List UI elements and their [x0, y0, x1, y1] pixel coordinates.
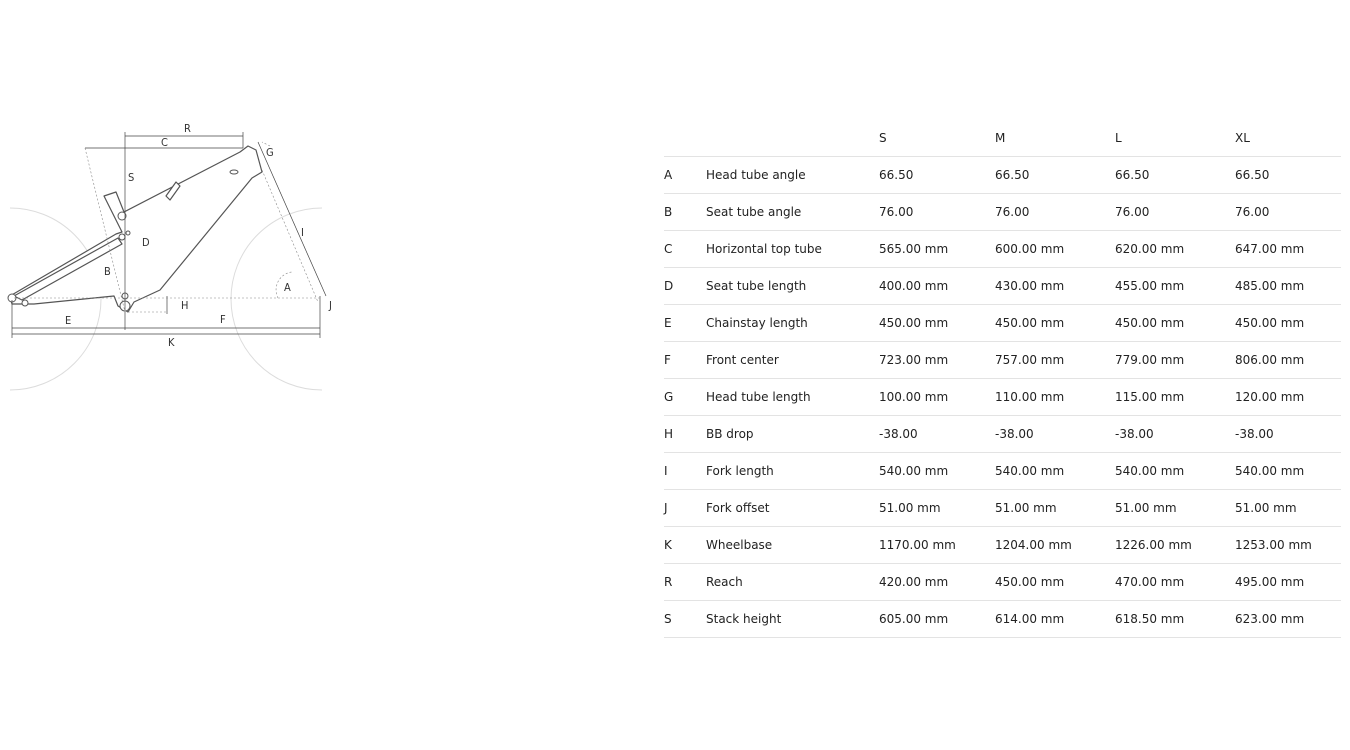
- value-s: 565.00 mm: [879, 231, 995, 268]
- frame-outline: [10, 146, 262, 312]
- value-xl: 495.00 mm: [1235, 564, 1341, 601]
- value-s: -38.00: [879, 416, 995, 453]
- row-key: S: [664, 601, 706, 638]
- value-l: 66.50: [1115, 157, 1235, 194]
- row-key: J: [664, 490, 706, 527]
- table-row: [664, 379, 1341, 416]
- table-row: [664, 416, 1341, 453]
- value-xl: 1253.00 mm: [1235, 527, 1341, 564]
- dim-label-k: K: [168, 336, 175, 349]
- dim-label-r: R: [184, 122, 191, 135]
- header-blank-key: [664, 120, 706, 157]
- size-header-row: [664, 120, 1341, 157]
- value-s: 100.00 mm: [879, 379, 995, 416]
- value-m: 76.00: [995, 194, 1115, 231]
- value-m: 757.00 mm: [995, 342, 1115, 379]
- value-m: 51.00 mm: [995, 490, 1115, 527]
- dim-label-i: I: [301, 226, 304, 239]
- row-name: Fork offset: [706, 490, 879, 527]
- row-key: E: [664, 305, 706, 342]
- value-xl: 120.00 mm: [1235, 379, 1341, 416]
- fork-length-line: [258, 142, 326, 296]
- geometry-table-body: [664, 157, 1341, 638]
- row-key: B: [664, 194, 706, 231]
- value-xl: 623.00 mm: [1235, 601, 1341, 638]
- value-xl: 51.00 mm: [1235, 490, 1341, 527]
- rear-dropout: [22, 300, 28, 306]
- pivot-middle: [119, 234, 125, 240]
- row-key: A: [664, 157, 706, 194]
- value-s: 1170.00 mm: [879, 527, 995, 564]
- head-tube-badge: [230, 170, 238, 174]
- row-name: Chainstay length: [706, 305, 879, 342]
- dim-label-d: D: [142, 236, 150, 249]
- value-m: 540.00 mm: [995, 453, 1115, 490]
- header-blank-name: [706, 120, 879, 157]
- value-xl: 540.00 mm: [1235, 453, 1341, 490]
- value-xl: 647.00 mm: [1235, 231, 1341, 268]
- table-row: [664, 157, 1341, 194]
- row-name: Horizontal top tube: [706, 231, 879, 268]
- row-key: D: [664, 268, 706, 305]
- value-m: 430.00 mm: [995, 268, 1115, 305]
- value-s: 66.50: [879, 157, 995, 194]
- frame-drawing: [0, 110, 340, 410]
- value-l: -38.00: [1115, 416, 1235, 453]
- value-s: 450.00 mm: [879, 305, 995, 342]
- value-l: 779.00 mm: [1115, 342, 1235, 379]
- row-name: Wheelbase: [706, 527, 879, 564]
- value-m: 450.00 mm: [995, 305, 1115, 342]
- bike-geometry-diagram: [0, 110, 340, 410]
- value-xl: 485.00 mm: [1235, 268, 1341, 305]
- table-row: [664, 453, 1341, 490]
- value-l: 450.00 mm: [1115, 305, 1235, 342]
- value-s: 540.00 mm: [879, 453, 995, 490]
- table-row: [664, 305, 1341, 342]
- row-name: Head tube angle: [706, 157, 879, 194]
- pivot-small: [126, 231, 130, 235]
- row-key: R: [664, 564, 706, 601]
- table-row: [664, 268, 1341, 305]
- value-l: 51.00 mm: [1115, 490, 1235, 527]
- value-l: 115.00 mm: [1115, 379, 1235, 416]
- table-row: [664, 564, 1341, 601]
- dim-label-s: S: [128, 171, 135, 184]
- size-header-xl: XL: [1235, 120, 1341, 157]
- dim-label-j: J: [329, 299, 332, 312]
- value-l: 1226.00 mm: [1115, 527, 1235, 564]
- value-xl: 450.00 mm: [1235, 305, 1341, 342]
- value-s: 605.00 mm: [879, 601, 995, 638]
- row-name: Head tube length: [706, 379, 879, 416]
- value-l: 76.00: [1115, 194, 1235, 231]
- table-row: [664, 342, 1341, 379]
- value-m: 66.50: [995, 157, 1115, 194]
- value-m: -38.00: [995, 416, 1115, 453]
- table-row: [664, 490, 1341, 527]
- value-l: 540.00 mm: [1115, 453, 1235, 490]
- value-s: 400.00 mm: [879, 268, 995, 305]
- value-l: 470.00 mm: [1115, 564, 1235, 601]
- size-header-s: S: [879, 120, 995, 157]
- value-l: 455.00 mm: [1115, 268, 1235, 305]
- row-name: Front center: [706, 342, 879, 379]
- size-header-l: L: [1115, 120, 1235, 157]
- value-s: 723.00 mm: [879, 342, 995, 379]
- row-name: Seat tube angle: [706, 194, 879, 231]
- row-key: G: [664, 379, 706, 416]
- front-wheel-outline: [231, 208, 322, 390]
- value-l: 618.50 mm: [1115, 601, 1235, 638]
- value-m: 450.00 mm: [995, 564, 1115, 601]
- value-xl: 806.00 mm: [1235, 342, 1341, 379]
- dim-label-e: E: [65, 314, 72, 327]
- row-name: Reach: [706, 564, 879, 601]
- row-key: I: [664, 453, 706, 490]
- value-s: 51.00 mm: [879, 490, 995, 527]
- value-s: 76.00: [879, 194, 995, 231]
- row-name: BB drop: [706, 416, 879, 453]
- table-row: [664, 601, 1341, 638]
- value-m: 600.00 mm: [995, 231, 1115, 268]
- value-xl: 66.50: [1235, 157, 1341, 194]
- dim-label-c: C: [161, 136, 168, 149]
- table-row: [664, 527, 1341, 564]
- value-xl: -38.00: [1235, 416, 1341, 453]
- size-header-m: M: [995, 120, 1115, 157]
- value-l: 620.00 mm: [1115, 231, 1235, 268]
- dim-label-a: A: [284, 281, 291, 294]
- table-row: [664, 194, 1341, 231]
- value-m: 110.00 mm: [995, 379, 1115, 416]
- row-key: K: [664, 527, 706, 564]
- value-s: 420.00 mm: [879, 564, 995, 601]
- table-row: [664, 231, 1341, 268]
- dim-label-g: G: [266, 146, 274, 159]
- value-m: 1204.00 mm: [995, 527, 1115, 564]
- value-m: 614.00 mm: [995, 601, 1115, 638]
- row-key: H: [664, 416, 706, 453]
- dim-label-h: H: [181, 299, 189, 312]
- row-name: Seat tube length: [706, 268, 879, 305]
- dim-label-b: B: [104, 265, 111, 278]
- row-key: F: [664, 342, 706, 379]
- dim-label-f: F: [220, 313, 226, 326]
- geometry-table: [664, 120, 1341, 638]
- value-xl: 76.00: [1235, 194, 1341, 231]
- row-name: Fork length: [706, 453, 879, 490]
- row-name: Stack height: [706, 601, 879, 638]
- row-key: C: [664, 231, 706, 268]
